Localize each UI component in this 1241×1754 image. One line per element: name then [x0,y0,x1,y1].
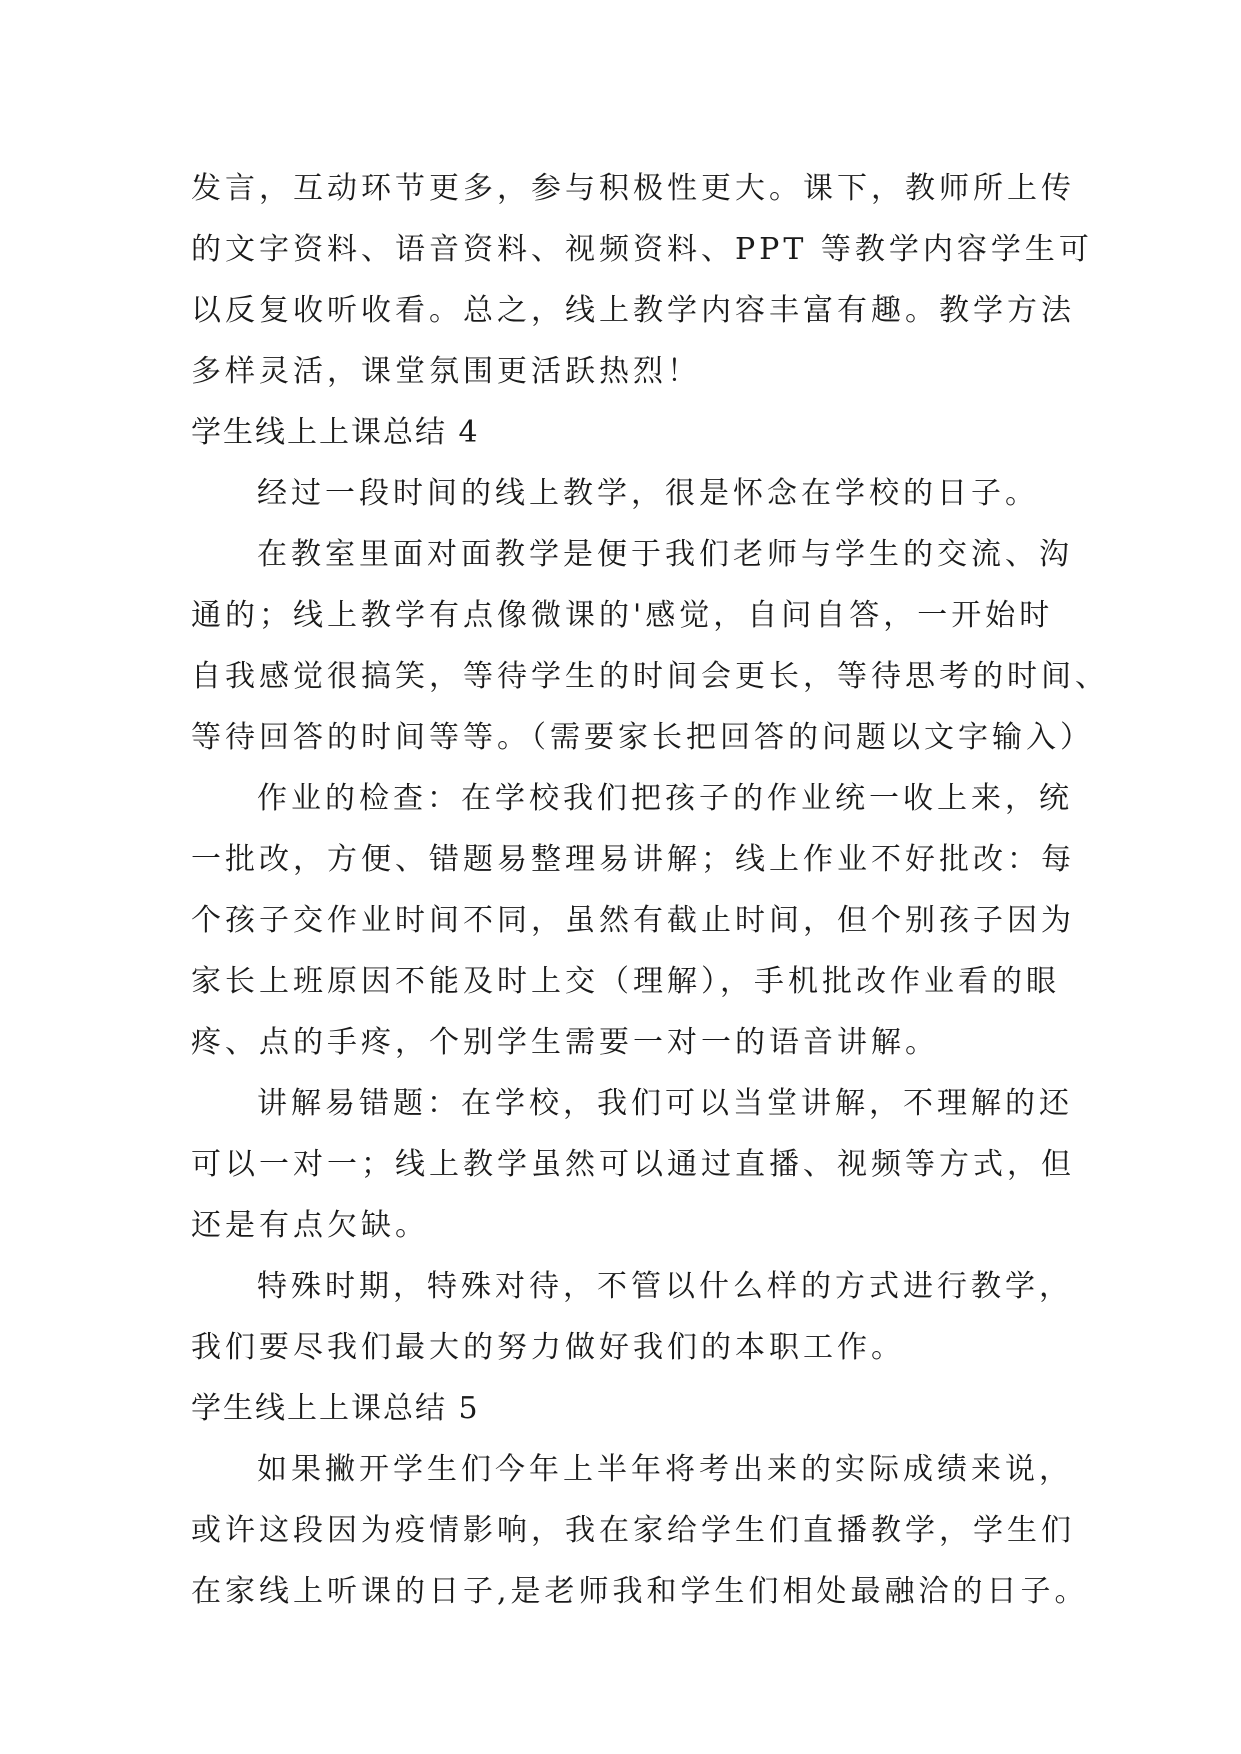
text-line: 可以一对一；线上教学虽然可以通过直播、视频等方式，但 [191,1147,1075,1182]
text-line: 疼、点的手疼，个别学生需要一对一的语音讲解。 [191,1025,939,1060]
text-line: 个孩子交作业时间不同，虽然有截止时间，但个别孩子因为 [191,903,1075,938]
text-line: 一批改，方便、错题易整理易讲解；线上作业不好批改：每 [191,842,1075,877]
text-line: 自我感觉很搞笑，等待学生的时间会更长，等待思考的时间、 [191,659,1109,694]
text-line: 家长上班原因不能及时上交（理解），手机批改作业看的眼 [191,964,1060,999]
paragraph-first-line: 在教室里面对面教学是便于我们老师与学生的交流、沟 [257,537,1073,572]
paragraph-first-line: 特殊时期，特殊对待，不管以什么样的方式进行教学， [257,1269,1073,1304]
paragraph-first-line: 作业的检查：在学校我们把孩子的作业统一收上来，统 [257,781,1073,816]
text-line: 以反复收听收看。总之，线上教学内容丰富有趣。教学方法 [191,293,1075,328]
text-line: 多样灵活，课堂氛围更活跃热烈！ [191,354,701,389]
paragraph-first-line: 讲解易错题：在学校，我们可以当堂讲解，不理解的还 [257,1086,1073,1121]
paragraph-first-line: 经过一段时间的线上教学，很是怀念在学校的日子。 [257,476,1039,511]
text-line: 或许这段因为疫情影响，我在家给学生们直播教学，学生们 [191,1513,1075,1548]
text-line: 发言，互动环节更多，参与积极性更大。课下，教师所上传 [191,171,1075,206]
text-line: 在家线上听课的日子,是老师我和学生们相处最融洽的日子。 [191,1574,1089,1609]
paragraph-first-line: 如果撇开学生们今年上半年将考出来的实际成绩来说， [257,1452,1073,1487]
section-heading: 学生线上上课总结 4 [191,415,480,450]
text-line: 还是有点欠缺。 [191,1208,429,1243]
text-line: 的文字资料、语音资料、视频资料、PPT 等教学内容学生可 [191,232,1093,267]
section-heading: 学生线上上课总结 5 [191,1391,480,1426]
document-body [191,158,1109,1622]
text-line: 我们要尽我们最大的努力做好我们的本职工作。 [191,1330,905,1365]
text-line: 等待回答的时间等等。（需要家长把回答的问题以文字输入） [191,720,1094,755]
text-line: 通的；线上教学有点像微课的'感觉，自问自答，一开始时 [191,598,1054,633]
